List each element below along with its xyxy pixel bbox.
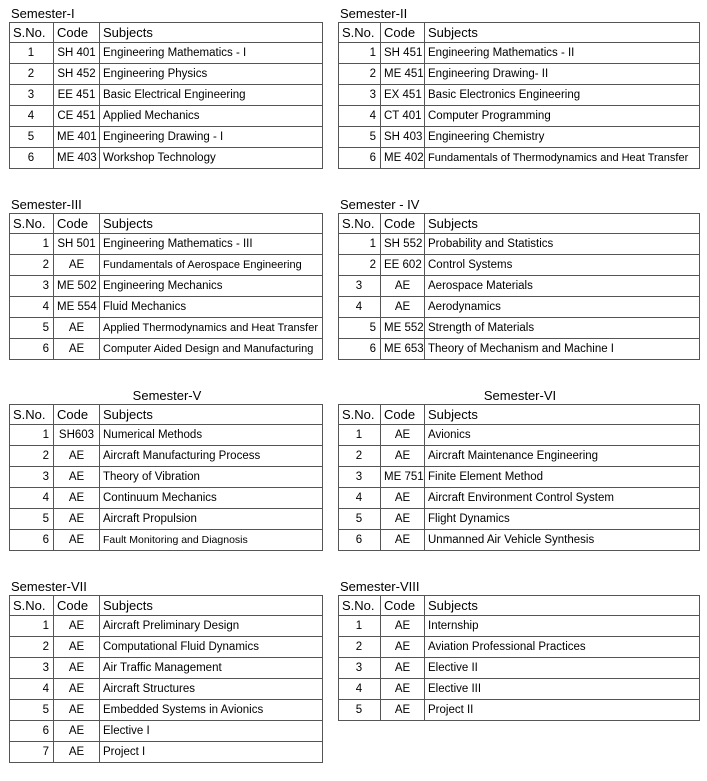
row-sno: 5 (10, 127, 54, 148)
row-code: AE (54, 509, 100, 530)
header-sno: S.No. (10, 214, 54, 234)
table-row (10, 339, 323, 360)
row-sno: 5 (10, 318, 54, 339)
row-sno: 6 (10, 721, 54, 742)
row-subject: Control Systems (425, 255, 700, 276)
row-sno: 6 (10, 530, 54, 551)
row-sno: 2 (10, 637, 54, 658)
table-row (339, 488, 700, 509)
row-code: AE (381, 616, 425, 637)
row-code: AE (54, 658, 100, 679)
header-subjects: Subjects (425, 405, 700, 425)
table-header-row (10, 214, 323, 234)
header-subjects: Subjects (100, 214, 323, 234)
row-code: AE (54, 700, 100, 721)
row-subject: Fluid Mechanics (100, 297, 323, 318)
header-code: Code (54, 23, 100, 43)
row-subject: Computer Aided Design and Manufacturing (100, 339, 323, 360)
table-header-row (339, 405, 700, 425)
row-sno: 4 (339, 106, 381, 127)
row-code: SH 401 (54, 43, 100, 64)
row-code: EX 451 (381, 85, 425, 106)
table-row (339, 85, 700, 106)
table-row (10, 721, 323, 742)
semester-4-title: Semester - IV (340, 197, 420, 212)
row-subject: Aircraft Manufacturing Process (100, 446, 323, 467)
row-sno: 3 (10, 658, 54, 679)
row-sno: 6 (339, 148, 381, 169)
row-sno: 6 (339, 530, 381, 551)
row-subject: Aircraft Maintenance Engineering (425, 446, 700, 467)
row-code: AE (381, 700, 425, 721)
row-sno: 6 (339, 339, 381, 360)
table-row (339, 234, 700, 255)
row-code: AE (54, 637, 100, 658)
row-sno: 1 (10, 43, 54, 64)
row-code: AE (54, 721, 100, 742)
row-sno: 2 (339, 64, 381, 85)
row-sno: 3 (10, 276, 54, 297)
row-sno: 1 (339, 234, 381, 255)
table-row (339, 446, 700, 467)
row-subject: Aircraft Propulsion (100, 509, 323, 530)
row-code: AE (54, 446, 100, 467)
row-sno: 5 (339, 700, 381, 721)
table-row (10, 700, 323, 721)
table-row (10, 509, 323, 530)
row-sno: 4 (10, 297, 54, 318)
table-row (10, 234, 323, 255)
row-subject: Elective III (425, 679, 700, 700)
table-row (339, 106, 700, 127)
table-row (339, 616, 700, 637)
row-sno: 3 (339, 467, 381, 488)
table-row (10, 446, 323, 467)
semester-8-title: Semester-VIII (340, 579, 420, 594)
row-subject: Engineering Chemistry (425, 127, 700, 148)
table-row (339, 339, 700, 360)
table-row (339, 318, 700, 339)
semester-1-block (9, 6, 323, 169)
row-code: SH 452 (54, 64, 100, 85)
row-subject: Engineering Mechanics (100, 276, 323, 297)
semester-7-block (9, 579, 323, 763)
row-code: SH 501 (54, 234, 100, 255)
table-row (10, 616, 323, 637)
table-row (10, 85, 323, 106)
table-row (10, 255, 323, 276)
header-code: Code (381, 596, 425, 616)
row-subject: Engineering Drawing - I (100, 127, 323, 148)
table-row (10, 276, 323, 297)
semester-4-block (338, 197, 700, 360)
header-subjects: Subjects (425, 23, 700, 43)
table-row (339, 530, 700, 551)
row-code: SH603 (54, 425, 100, 446)
semester-1-title: Semester-I (11, 6, 75, 21)
table-row (10, 318, 323, 339)
row-subject: Basic Electrical Engineering (100, 85, 323, 106)
row-sno: 5 (339, 509, 381, 530)
row-code: AE (54, 255, 100, 276)
header-code: Code (381, 405, 425, 425)
row-code: SH 552 (381, 234, 425, 255)
row-sno: 3 (10, 85, 54, 106)
row-code: ME 401 (54, 127, 100, 148)
semester-5-table (9, 404, 323, 551)
table-row (10, 106, 323, 127)
table-header-row (339, 214, 700, 234)
table-row (339, 43, 700, 64)
row-sno: 1 (339, 616, 381, 637)
row-subject: Workshop Technology (100, 148, 323, 169)
row-code: AE (54, 339, 100, 360)
row-sno: 3 (339, 276, 381, 297)
row-subject: Avionics (425, 425, 700, 446)
row-subject: Finite Element Method (425, 467, 700, 488)
row-code: AE (381, 679, 425, 700)
row-sno: 1 (10, 425, 54, 446)
row-code: EE 451 (54, 85, 100, 106)
semester-7-table (9, 595, 323, 763)
table-row (339, 658, 700, 679)
row-subject: Engineering Mathematics - II (425, 43, 700, 64)
row-sno: 1 (10, 616, 54, 637)
row-sno: 6 (10, 148, 54, 169)
table-row (339, 425, 700, 446)
table-row (10, 43, 323, 64)
row-sno: 3 (339, 85, 381, 106)
table-row (10, 425, 323, 446)
table-row (10, 64, 323, 85)
row-sno: 5 (10, 509, 54, 530)
table-header-row (10, 405, 323, 425)
header-code: Code (381, 214, 425, 234)
row-code: ME 403 (54, 148, 100, 169)
table-row (339, 276, 700, 297)
semester-5-block (9, 388, 323, 551)
row-subject: Applied Thermodynamics and Heat Transfer (100, 318, 323, 339)
row-sno: 7 (10, 742, 54, 763)
row-code: ME 554 (54, 297, 100, 318)
table-row (339, 255, 700, 276)
semester-2-block (338, 6, 700, 169)
row-sno: 2 (339, 637, 381, 658)
row-subject: Internship (425, 616, 700, 637)
header-sno: S.No. (339, 596, 381, 616)
row-subject: Flight Dynamics (425, 509, 700, 530)
row-code: AE (381, 530, 425, 551)
row-subject: Continuum Mechanics (100, 488, 323, 509)
header-code: Code (381, 23, 425, 43)
row-subject: Elective I (100, 721, 323, 742)
row-code: CE 451 (54, 106, 100, 127)
table-header-row (339, 596, 700, 616)
table-row (339, 467, 700, 488)
row-code: AE (381, 488, 425, 509)
row-code: EE 602 (381, 255, 425, 276)
row-sno: 4 (10, 679, 54, 700)
row-code: AE (381, 658, 425, 679)
row-sno: 3 (10, 467, 54, 488)
row-sno: 5 (339, 318, 381, 339)
row-subject: Embedded Systems in Avionics (100, 700, 323, 721)
row-sno: 2 (10, 255, 54, 276)
row-subject: Theory of Mechanism and Machine I (425, 339, 700, 360)
row-subject: Applied Mechanics (100, 106, 323, 127)
row-subject: Project I (100, 742, 323, 763)
row-code: AE (54, 488, 100, 509)
semester-3-block (9, 197, 323, 360)
table-row (339, 127, 700, 148)
row-subject: Aviation Professional Practices (425, 637, 700, 658)
row-sno: 1 (339, 43, 381, 64)
row-sno: 2 (339, 255, 381, 276)
row-subject: Computer Programming (425, 106, 700, 127)
header-sno: S.No. (339, 214, 381, 234)
table-row (10, 127, 323, 148)
row-sno: 5 (10, 700, 54, 721)
row-subject: Probability and Statistics (425, 234, 700, 255)
semester-4-table (338, 213, 700, 360)
row-subject: Engineering Mathematics - I (100, 43, 323, 64)
row-subject: Aerospace Materials (425, 276, 700, 297)
table-row (339, 679, 700, 700)
row-subject: Engineering Mathematics - III (100, 234, 323, 255)
row-code: ME 552 (381, 318, 425, 339)
row-sno: 4 (339, 488, 381, 509)
row-sno: 4 (10, 488, 54, 509)
header-code: Code (54, 214, 100, 234)
header-sno: S.No. (10, 405, 54, 425)
row-subject: Strength of Materials (425, 318, 700, 339)
header-sno: S.No. (339, 405, 381, 425)
row-subject: Aircraft Environment Control System (425, 488, 700, 509)
row-sno: 4 (339, 679, 381, 700)
semester-5-title: Semester-V (132, 388, 202, 403)
row-sno: 2 (10, 64, 54, 85)
row-sno: 6 (10, 339, 54, 360)
semester-2-table (338, 22, 700, 169)
row-code: ME 402 (381, 148, 425, 169)
semester-8-block (338, 579, 700, 721)
row-sno: 5 (339, 127, 381, 148)
row-code: AE (54, 679, 100, 700)
row-subject: Engineering Physics (100, 64, 323, 85)
table-row (339, 64, 700, 85)
row-code: AE (381, 297, 425, 318)
header-sno: S.No. (10, 596, 54, 616)
semester-6-title: Semester-VI (483, 388, 557, 403)
table-row (10, 148, 323, 169)
row-code: ME 451 (381, 64, 425, 85)
row-subject: Basic Electronics Engineering (425, 85, 700, 106)
row-code: ME 751 (381, 467, 425, 488)
row-sno: 4 (10, 106, 54, 127)
semester-7-title: Semester-VII (11, 579, 87, 594)
header-code: Code (54, 596, 100, 616)
row-code: AE (381, 425, 425, 446)
table-header-row (339, 23, 700, 43)
row-sno: 2 (339, 446, 381, 467)
header-sno: S.No. (339, 23, 381, 43)
header-subjects: Subjects (100, 596, 323, 616)
row-subject: Unmanned Air Vehicle Synthesis (425, 530, 700, 551)
header-code: Code (54, 405, 100, 425)
table-row (10, 467, 323, 488)
table-row (10, 297, 323, 318)
table-row (339, 297, 700, 318)
semester-1-table (9, 22, 323, 169)
row-sno: 4 (339, 297, 381, 318)
row-sno: 3 (339, 658, 381, 679)
row-subject: Engineering Drawing- II (425, 64, 700, 85)
row-code: ME 502 (54, 276, 100, 297)
row-subject: Theory of Vibration (100, 467, 323, 488)
row-subject: Computational Fluid Dynamics (100, 637, 323, 658)
table-row (339, 148, 700, 169)
table-row (10, 530, 323, 551)
row-code: ME 653 (381, 339, 425, 360)
row-code: AE (54, 616, 100, 637)
header-subjects: Subjects (100, 405, 323, 425)
row-subject: Fault Monitoring and Diagnosis (100, 530, 323, 551)
row-code: AE (54, 742, 100, 763)
row-code: AE (54, 318, 100, 339)
row-code: AE (381, 509, 425, 530)
semester-8-table (338, 595, 700, 721)
row-subject: Aerodynamics (425, 297, 700, 318)
table-row (10, 742, 323, 763)
row-sno: 1 (10, 234, 54, 255)
row-subject: Aircraft Structures (100, 679, 323, 700)
semester-3-table (9, 213, 323, 360)
row-code: AE (381, 446, 425, 467)
row-subject: Elective II (425, 658, 700, 679)
row-code: AE (54, 467, 100, 488)
table-row (10, 488, 323, 509)
row-subject: Fundamentals of Aerospace Engineering (100, 255, 323, 276)
row-subject: Project II (425, 700, 700, 721)
row-subject: Aircraft Preliminary Design (100, 616, 323, 637)
row-code: AE (381, 637, 425, 658)
row-code: CT 401 (381, 106, 425, 127)
row-subject: Air Traffic Management (100, 658, 323, 679)
semester-2-title: Semester-II (340, 6, 408, 21)
row-subject: Fundamentals of Thermodynamics and Heat Transfer (425, 148, 700, 169)
table-row (339, 509, 700, 530)
semester-3-title: Semester-III (11, 197, 82, 212)
table-row (10, 679, 323, 700)
table-header-row (10, 23, 323, 43)
table-row (339, 700, 700, 721)
row-code: AE (54, 530, 100, 551)
row-sno: 1 (339, 425, 381, 446)
row-sno: 2 (10, 446, 54, 467)
row-subject: Numerical Methods (100, 425, 323, 446)
row-code: SH 451 (381, 43, 425, 64)
header-subjects: Subjects (100, 23, 323, 43)
semester-6-table (338, 404, 700, 551)
table-row (339, 637, 700, 658)
table-header-row (10, 596, 323, 616)
table-row (10, 658, 323, 679)
header-sno: S.No. (10, 23, 54, 43)
header-subjects: Subjects (425, 214, 700, 234)
row-code: AE (381, 276, 425, 297)
row-code: SH 403 (381, 127, 425, 148)
header-subjects: Subjects (425, 596, 700, 616)
semester-6-block (338, 388, 700, 551)
table-row (10, 637, 323, 658)
